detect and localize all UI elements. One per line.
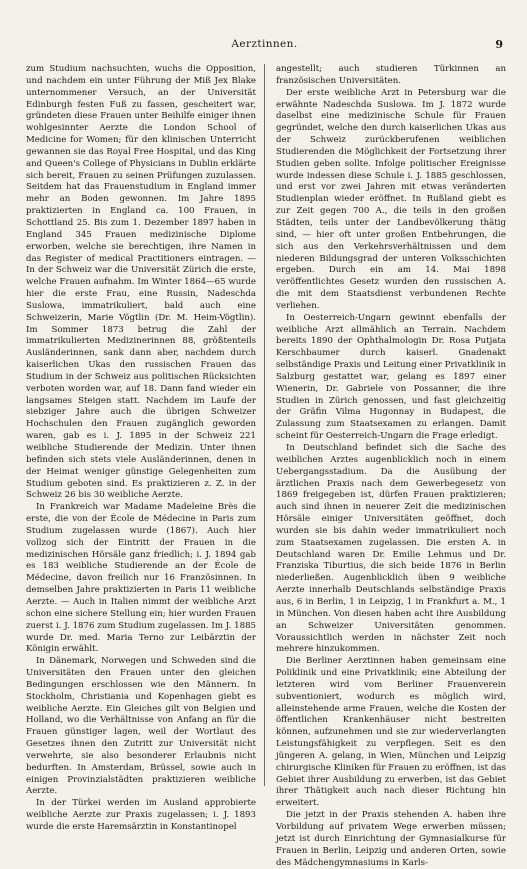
paragraph: Der erste weibliche Arzt in Petersburg war die erwähnte Nadeschda Suslowa. Im J. 1872 wurde daselbst eine medizinische Schule für Frauen gegründet, welche den durch kaiserlichen Ukas aus der Schweiz zurückberufenen weiblichen Studierenden die Möglichkeit der Fortsetzung ihrer Studien geben sollte. Infolge politischer Ereignisse wurde indessen diese Schule i. J. 1885 geschlossen, und erst vor zwei Jahren mit etwas veränderten Studienplan wieder eröffnet. In Rußland giebt es zur Zeit gegen 700 A., die teils in den großen Städten, teils unter der Landbevölkerung thätig sind, — hier oft unter großen Entbehrungen, die sich aus den Verkehrsverhältnissen und dem niederen Bildungsgrad der unteren Volksschichten ergeben. Durch ein am 14. Mai 1898 veröffentlichtes Gesetz wurden den russischen A. die mit dem Staatsdienst verbundenen Rechte verliehen. (276, 87, 506, 311)
paragraph: zum Studium nachsuchten, wuchs die Opposition, und nachdem ein unter Führung der Miß Jex Blake unternommener Versuch, an der Universität Edinburgh festen Fuß zu fassen, gescheitert war, gründeten diese Frauen unter Beihilfe einiger ihnen wohlgesinnter Aerzte die London School of Medicine for Women; für den klinischen Unterricht gewannen sie das Royal Free Hospital, und das King and Queen's College of Physicians in Dublin erklärte sich bereit, Frauen zu seinen Prüfungen zuzulassen. Seitdem hat das Frauenstudium in England immer mehr an Boden gewonnen. Im Jahre 1895 praktizierten in England ca. 100 Frauen, in Schottland 25. Bis zum 1. Dezember 1897 haben in England 345 Frauen medizinische Diplome erworben, welche sie berechtigen, ihre Namen in das Register of medical Practitioners eintragen. — In der Schweiz war die Universität Zürich die erste, welche Frauen aufnahm. Im Winter 1864—65 wurde hier die erste Frau, eine Russin, Nadeschda Suslowa, immatrikuliert, bald auch eine Schweizerin, Marie Vögtlin (Dr. M. Heim-Vögtlin). Im Sommer 1873 betrug die Zahl der immatrikulierten Medizinerinnen 88, größtenteils Ausländerinnen, sank dann aber, nachdem durch kaiserlichen Ukas den russischen Frauen das Studium in der Schweiz aus politischen Rücksichten verboten worden war, auf 18. Dann fand wieder ein langsames Steigen statt. Nachdem im Laufe der siebziger Jahre auch die übrigen Schweizer Hochschulen den Frauen zugänglich geworden waren, gab es i. J. 1895 in der Schweiz 221 weibliche Studierende der Medizin. Unter ihnen befinden sich stets viele Ausländerinnen, denen in der Heimat weniger günstige Gelegenheiten zum Studium geboten sind. Es praktizieren z. Z. in der Schweiz 26 bis 30 weibliche Aerzte. (26, 64, 256, 501)
column-divider (264, 64, 265, 786)
paragraph: Die jetzt in der Praxis stehenden A. haben ihre Vorbildung auf privatem Wege erwerben müssen; jetzt ist durch Einrichtung der Gymnasialkurse für Frauen in Berlin, Leipzig und anderen Orten, sowie des Mädchengymnasiums in Karls- (276, 810, 506, 868)
right-column (276, 64, 506, 868)
paragraph: In Oesterreich-Ungarn gewinnt ebenfalls der weibliche Arzt allmählich an Terrain. Nachdem bereits 1890 der Ophthalmologin Dr. Rosa Putjata Kerschbaumer durch kaiserl. Gnadenakt selbständige Praxis und Leitung einer Privatklinik in Salzburg gestattet war, gelang es 1897 einer Wienerin, Dr. Gabriele von Possanner, die ihre Studien in Zürich genossen, und fast gleichzeitig der Gräfin Vilma Hugonnay in Budapest, die Zulassung zum Staatsexamen zu erlangen. Damit scheint für Oesterreich-Ungarn die Frage erledigt. (276, 312, 506, 442)
paragraph: Die Berliner Aerztinnen haben gemeinsam eine Poliklinik und eine Privatklinik; eine Abteilung der letzteren wird vom Berliner Frauenverein subventioniert, wodurch es möglich wird, alleinstehende arme Frauen, welche die Kosten der öffentlichen Krankenhäuser nicht bestreiten können, aufzunehmen und sie zur wiederverlangten Leistungsfähigkeit zu verpflegen. Seit es den jüngeren A. gelang, in Wien, München und Leipzig chirurgische Kliniken für Frauen zu eröffnen, ist das Gebiet ihrer Ausbildung zu erwerben, ist das Gebiet ihrer Thätigkeit auch nach dieser Richtung hin erweitert. (276, 656, 506, 809)
paragraph: In Frankreich war Madame Madeleine Brès die erste, die von der École de Médecine in Paris zum Studium zugelassen wurde (1867). Auch hier vollzog sich der Eintritt der Frauen in die medizinischen Hörsäle ganz friedlich; i. J. 1894 gab es 183 weibliche Studierende an der École de Médecine, davon freilich nur 16 Französinnen. In demselben Jahre praktizierten in Paris 11 weibliche Aerzte. — Auch in Italien nimmt der weibliche Arzt schon eine sichere Stellung ein; hier wurden Frauen zuerst i. J. 1876 zum Studium zugelassen. Im J. 1885 wurde Dr. med. Maria Terno zur Leibärztin der Königin erwählt. (26, 502, 256, 655)
paragraph: angestellt; auch studieren Türkinnen an französischen Universitäten. (276, 64, 506, 86)
paragraph: In der Türkei werden im Ausland approbierte weibliche Aerzte zur Praxis zugelassen; i. J. 1893 wurde die erste Haremsärztin in Konstantinopel (26, 798, 256, 832)
paragraph: In Dänemark, Norwegen und Schweden sind die Universitäten den Frauen unter den gleichen Bedingungen erschlossen wie den Männern. In Stockholm, Christiania und Kopenhagen giebt es weibliche Aerzte. Ein Gleiches gilt von Belgien und Holland, wo die Verhältnisse von Anfang an für die Frauen günstiger lagen, weil der Wortlaut des Gesetzes ihnen den Zutritt zur Universität nicht verwehrte, sie also besonderer Erlaubnis nicht bedurften. In Amsterdam, Brüssel, sowie auch in einigen Provinzialstädten praktizieren weibliche Aerzte. (26, 656, 256, 797)
left-column (26, 64, 256, 832)
running-header (26, 38, 503, 54)
page-number: 9 (495, 38, 503, 51)
paragraph: In Deutschland befindet sich die Sache des weiblichen Arztes augenblicklich noch in einem Uebergangsstadium. Da die Ausübung der ärztlichen Praxis nach dem Gewerbegesetz von 1869 freigegeben ist, dürfen Frauen praktizieren; auch sind ihnen in neuerer Zeit die medizinischen Hörsäle einiger Universitäten geöffnet, doch wurden sie bis dahin weder immatrikuliert noch zum Staatsexamen zugelassen. Die ersten A. in Deutschland waren Dr. Emilie Lehmus und Dr. Franziska Tiburtius, die sich beide 1876 in Berlin niederließen. Augenblicklich üben 9 weibliche Aerzte innerhalb Deutschlands selbständige Praxis aus, 6 in Berlin, 1 in Leipzig, 1 in Frankfurt a. M., 1 in München. Von diesen haben acht ihre Ausbildung an Schweizer Universitäten genommen. Voraussichtlich werden in nächster Zeit noch mehrere hinzukommen. (276, 443, 506, 655)
page-title: Aerztinnen. (231, 38, 298, 50)
